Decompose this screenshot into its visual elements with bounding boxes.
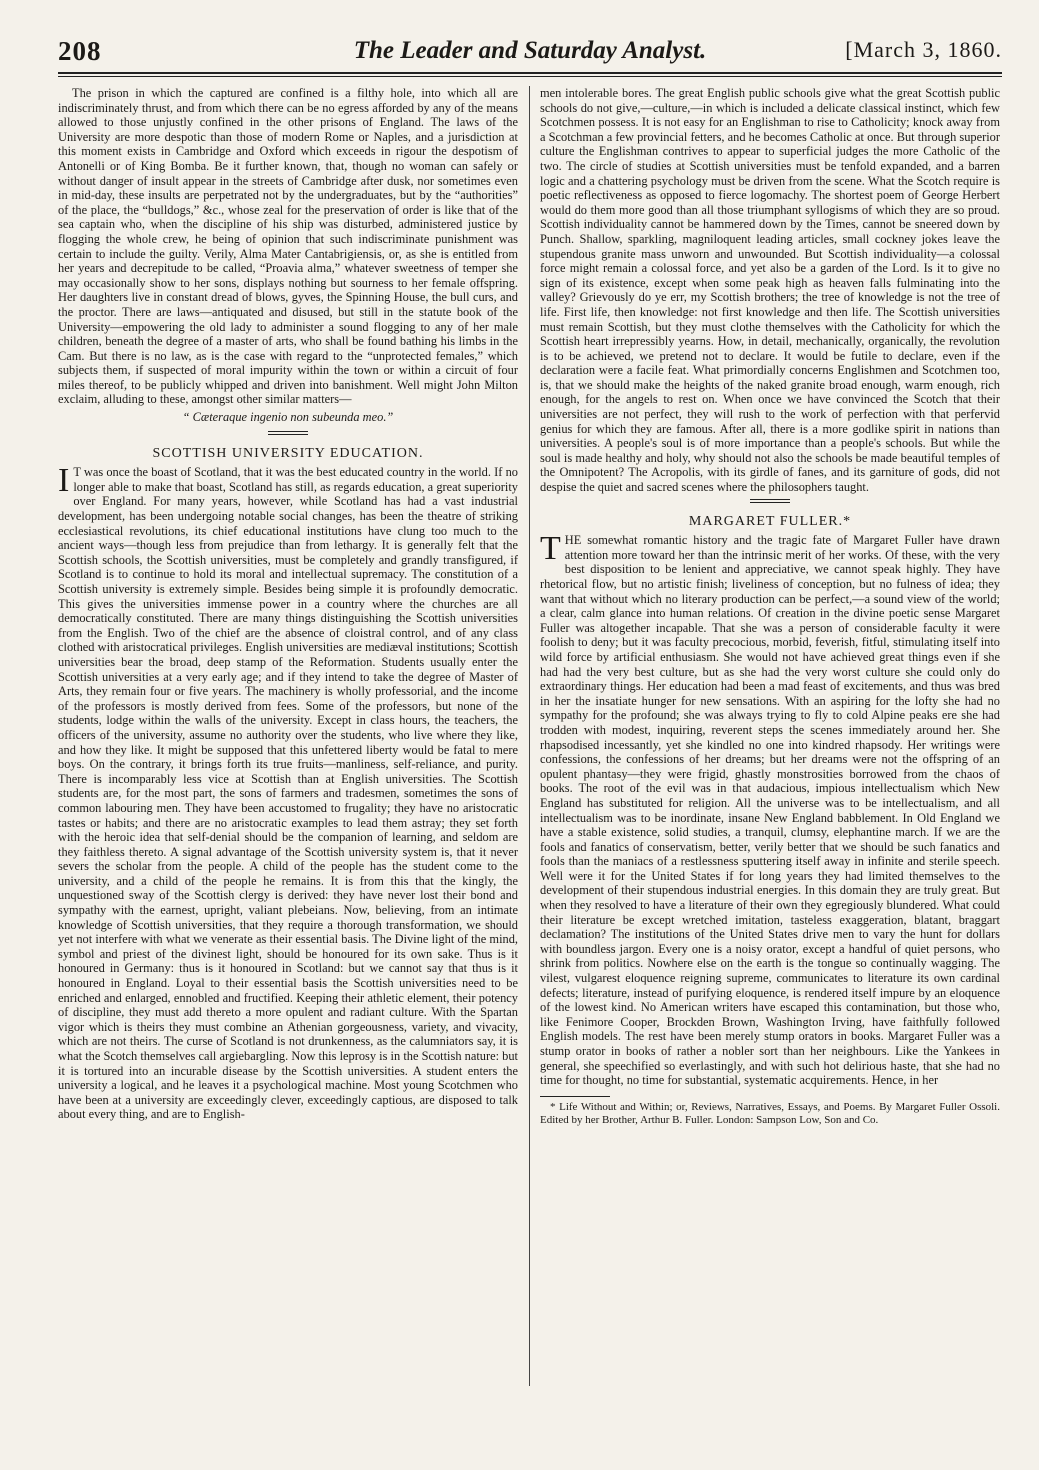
publication-title: The Leader and Saturday Analyst. bbox=[353, 37, 707, 64]
margaret-fuller-body bbox=[540, 530, 1000, 1088]
margaret-fuller-heading: MARGARET FULLER.* bbox=[688, 513, 852, 529]
latin-quote: “ Cæteraque ingenio non subeunda meo.” bbox=[182, 410, 394, 425]
scottish-education-text: T was once the boast of Scotland, that it was the best educated country in the world. If no longer able to make that boast, Scotland has still, as regards education, a great superiority over England. For many years, however, while Scotland has had a vast industrial development, has been undergoing notable social changes, has been the theatre of striking ecclesiastical revolutions, its chief educational institutions have clung too much to the ancient ways—though less from prejudice than from lethargy. It is generally felt that the Scottish schools, the Scottish universities, must be completely and grandly transfigured, if Scotland is to continue to hold its moral and intellectual supremacy. The constitution of a Scottish university is extremely simple. Besides being simple it is profoundly democratic. This gives the universities immense power in a country where the churches are all democratically constituted. There are many things distinguishing the Scottish universities from the English. Two of the chief are the absence of cloistral control, and of any class clothed with aristocratical privileges. English universities are mediæval institutions; Scottish universities bear the broad, deep stamp of the Reformation. Students usually enter the Scottish universities at a very early age; and if they intend to take the degree of Master of Arts, they remain four or five years. The machinery is wholly professorial, and the income of the professors is mostly derived from fees. Some of the professors, but none of the students, lodge within the walls of the university. Except in class hours, the teachers, the officers of the university, assume no authority over the students, who live where they like, and how they like. It might be supposed that this unfettered liberty would be fatal to mere boys. On the contrary, it brings forth its true fruits—manliness, self-reliance, and purity. There is incomparably less vice at Scottish than at English universities. The Scottish students are, for the most part, the sons of farmers and tradesmen, sometimes the sons of common labouring men. They have been accustomed to frugality; they have no aristocratic tastes or habits; and there are no aristocratic examples to lead them astray; they set forth with the heroic idea that self-denial should be the companion of learning, and seldom are they faithless thereto. A signal advantage of the Scottish university system is, that it never severs the scholar from the people. A child of the people has the student come to the university, and a child of the people he remains. It is from this that the kingly, the unquestioned sway of the Scottish clergy is derived: they have never lost their bond and sympathy with the earnest, upright, valiant plebeians. Now, believing, from an intimate knowledge of Scottish universities, that they require a thorough transformation, we should yet not interfere with what we venerate as their essential basis. The Divine light of the mind, symbol and priest of the divinest light, should be honoured for its own sake. Thus is it honoured in Germany: thus is it honoured in Scotland: but we cannot say that thus is it honoured in England. Loyal to their essential basis the Scottish universities need to be enriched and enlarged, ennobled and fructified. Keeping their athletic element, their potency of discipline, they must add thereto a more opulent and radiant culture. With the Spartan vigor which is theirs they must combine an Athenian gorgeousness, variety, and vivacity, which are not theirs. The curse of Scotland is not drunkenness, as the calumniators say, it is what the Scotch themselves call argiebargling. Now this leprosy is in the Scottish nature: but it is tortured into an incurable disease by the Scottish universities. A student enters the university a logical, and he leaves it a psychological machine. Most young Scotchmen who have been at a university are exceedingly clever, exceedingly captious, are disposed to talk about every thing, and are to English- bbox=[58, 465, 518, 1122]
margaret-fuller-text: HE somewhat romantic history and the tragic fate of Margaret Fuller have drawn attention more toward her than the intrinsic merit of her works. Of these, with the very best disposition to be lenient and appreciative, we cannot speak highly. They have rhetorical flow, but no artistic finish; liveliness of conception, but no fulness of idea; they want that without which no literary production can be perfect,—a sound view of the world; a clear, calm glance into human relations. Of creation in the divine poetic sense Margaret Fuller was altogether incapable. That she was a person of considerable faculty it were foolish to deny; but it was faculty precocious, morbid, feverish, fitful, stimulating itself into wild force by artificial enthusiasm. She would not have achieved great things even if she had had the very best culture, but as she had the very worst culture she could only do extraordinary things. Her education had been a mad feast of excitements, and thus was bred in her the insatiate hunger for new sensations. With an aspiring for the lofty she had no sympathy for the profound; she was always trying to fly to cold Alpine peaks ere she had trodden with modest, inquiring, reverent steps the scenes immediately around her. She rhapsodised incessantly, yet she kindled no one into kindred rhapsody. Her writings were confessions, the confessions of her dreams; but her dreams were not the offspring of an opulent phantasy—they were frigid, ghastly monstrosities borrowed from the chaos of books. The root of the evil was in that audacious, impious intellectualism which New England has substituted for religion. All the universe was to be intellectualism, and all intellectualism was to be inordinate, insane New England babblement. In Old England we have a stable existence, solid studies, a tranquil, clumsy, elephantine march. If we are the fools and fanatics of conservatism, better, verily better that we should be such fanatics and fools than the maniacs of a restlessness sputtering itself away in infinite and sterile speech. Well were it for the United States if for long years they had limited themselves to the development of their stupendous industrial energies. In this domain they are truly great. But when they resolved to have a literature of their own they egregiously blundered. What could their literature be except wretched imitation, tasteless exaggeration, blatant, braggart declamation? The institutions of the United States drive men to vary the hunt for dollars with boundless jargon. Every one is a noisy orator, except a handful of quiet persons, who shrink from politics. Nowhere else on the earth is the tongue so continually wagging. The vilest, vulgarest eloquence reigning supreme, communicates to literature its own cardinal defects; literature, instead of purifying eloquence, is rendered itself impure by an eloquence of the lowest kind. No American writers have escaped this contamination, but those who, like Fenimore Cooper, Brockden Brown, Washington Irving, have faithfully followed English models. The rest have been merely stump orators in books. Margaret Fuller was a stump orator in books of rather a nobler sort than her neighbours. Like the Yankees in general, she speechified so everlastingly, and with such hot delirious haste, that she had no time for thought, no time for substantial, systematic acquirements. Hence, in her bbox=[540, 533, 1000, 1088]
scottish-education-heading: SCOTTISH UNIVERSITY EDUCATION. bbox=[152, 445, 424, 461]
prison-paragraph: The prison in which the captured are confined is a filthy hole, into which all are indiscriminately thrust, and from which there can be no egress afforded by any of the means allowed to those unjustly confined in the other prisons of England. The laws of the University are more despotic than those of modern Rome or Naples, and a jurisdiction at this moment exists in Cambridge and Oxford which exceeds in rigour the despotism of Antonelli or of King Bomba. Be it further known, that, though no woman can safely or without danger of insult appear in the streets of Cambridge after dusk, nor sometimes even in mid-day, these insults are perpetrated not by the undergraduates, but by the “authorities” of the place, the “bulldogs,” &c., whose zeal for the preservation of order is like that of the sea captain who, when the discipline of his ship was disturbed, administered justice by flogging the whole crew, he being of opinion that such indiscriminate punishment was certain to include the guilty. Verily, Alma Mater Cantabrigiensis, or, as she is entitled from her years and decrepitude to be called, “Proavia alma,” whatever sweetness of temper she may occasionally show to her sons, displays nothing but sourness to her female offspring. Her daughters live in constant dread of blows, gyves, the Spinning House, the bull curs, and the proctor. There are laws—antiquated and disused, but still in the statute book of the University—empowering the old lady to administer a sound flogging to any of her male children, beneath the degree of a master of arts, who shall be found bathing his limbs in the Cam. But there is no law, as is the case with regard to the “unprotected females,” which subjects them, if suspected of moral impurity within the town or within a circuit of four miles thereof, to be publicly whipped and driven into banishment. Well might John Milton exclaim, alluding to these, amongst other similar matters— bbox=[58, 86, 518, 407]
right-column bbox=[540, 86, 1000, 1130]
page-header bbox=[58, 26, 1002, 72]
continuation-paragraph: men intolerable bores. The great English public schools give what the great Scottish public schools do not give,—culture,—in which is included a delicate classical instinct, which few Scotchmen possess. It is not easy for an Englishman to rise to Catholicity; knock away from a Scotchman a few provincial fetters, and he becomes Catholic at once. But through superior culture the Englishman contrives to appear to superficial judges the more Catholic of the two. The circle of studies at Scottish universities must be tenfold expanded, and a barren logic and a chattering psychology must be driven from the scene. What the Scotch require is poetic reflectiveness as opposed to fierce logomachy. The shortest poem of George Herbert would do them more good than all those triumphant syllogisms of which they are so proud. Scottish individuality cannot be hammered down by the Times, cannot be sneered down by Punch. Shallow, sparkling, magniloquent leading articles, small cockney jokes leave the stupendous granite mass unworn and unwounded. But Scottish individuality—a colossal force might remain a colossal force, and yet also be a garden of the Lord. Is it to give no sign of its existence, except when some peak high as heaven falls fulminating into the valley? Grievously do ye err, my Scottish brothers; the tree of knowledge is not the tree of life. First life, then knowledge: not first knowledge and then life. The Scottish universities must remain Scottish, but they must clothe themselves with the Catholicity for which the Scottish heart irrepressibly yearns. How, in detail, mechanically, organically, the revolution is to be achieved, we pretend not to declare. It would be futile to declare, even if the declaration were a facile feat. What primordially concerns Englishmen and Scotchmen too, is, that we should make the heights of the naked granite broad enough, warm enough, rich enough, for the angels to rest on. When once we have convinced the Scotch that their universities are not perfect, they will rush to the work of perfection with that perfervid genius for which they are famous. After all, there is a more godlike spirit in nations than universities. A people's soul is of more importance than a people's schools. But while the soul is made healthy and holy, why should not also the schools be made beautiful temples of the Omnipotent? The Acropolis, with its girdle of fanes, and its garniture of gods, did not despise the quiet and sacred scenes where the philosophers taught. bbox=[540, 86, 1000, 495]
column-divider bbox=[529, 86, 530, 1386]
article-columns bbox=[58, 86, 1002, 1386]
scottish-education-body bbox=[58, 462, 518, 1122]
left-column bbox=[58, 86, 518, 1125]
section-separator bbox=[750, 499, 790, 503]
footnote: * Life Without and Within; or, Reviews, Narratives, Essays, and Poems. By Margaret Fuller Ossoli. Edited by her Brother, Arthur B. Fuller. London: Sampson Low, Son and Co. bbox=[540, 1100, 1000, 1126]
section-separator bbox=[268, 431, 308, 435]
drop-cap: T bbox=[540, 530, 561, 568]
newspaper-page bbox=[58, 26, 1002, 1456]
drop-cap: I bbox=[58, 462, 70, 500]
header-rule bbox=[58, 72, 1002, 77]
issue-date: [March 3, 1860. bbox=[845, 37, 1002, 62]
footnote-rule bbox=[540, 1096, 610, 1097]
page-number: 208 bbox=[58, 36, 102, 66]
